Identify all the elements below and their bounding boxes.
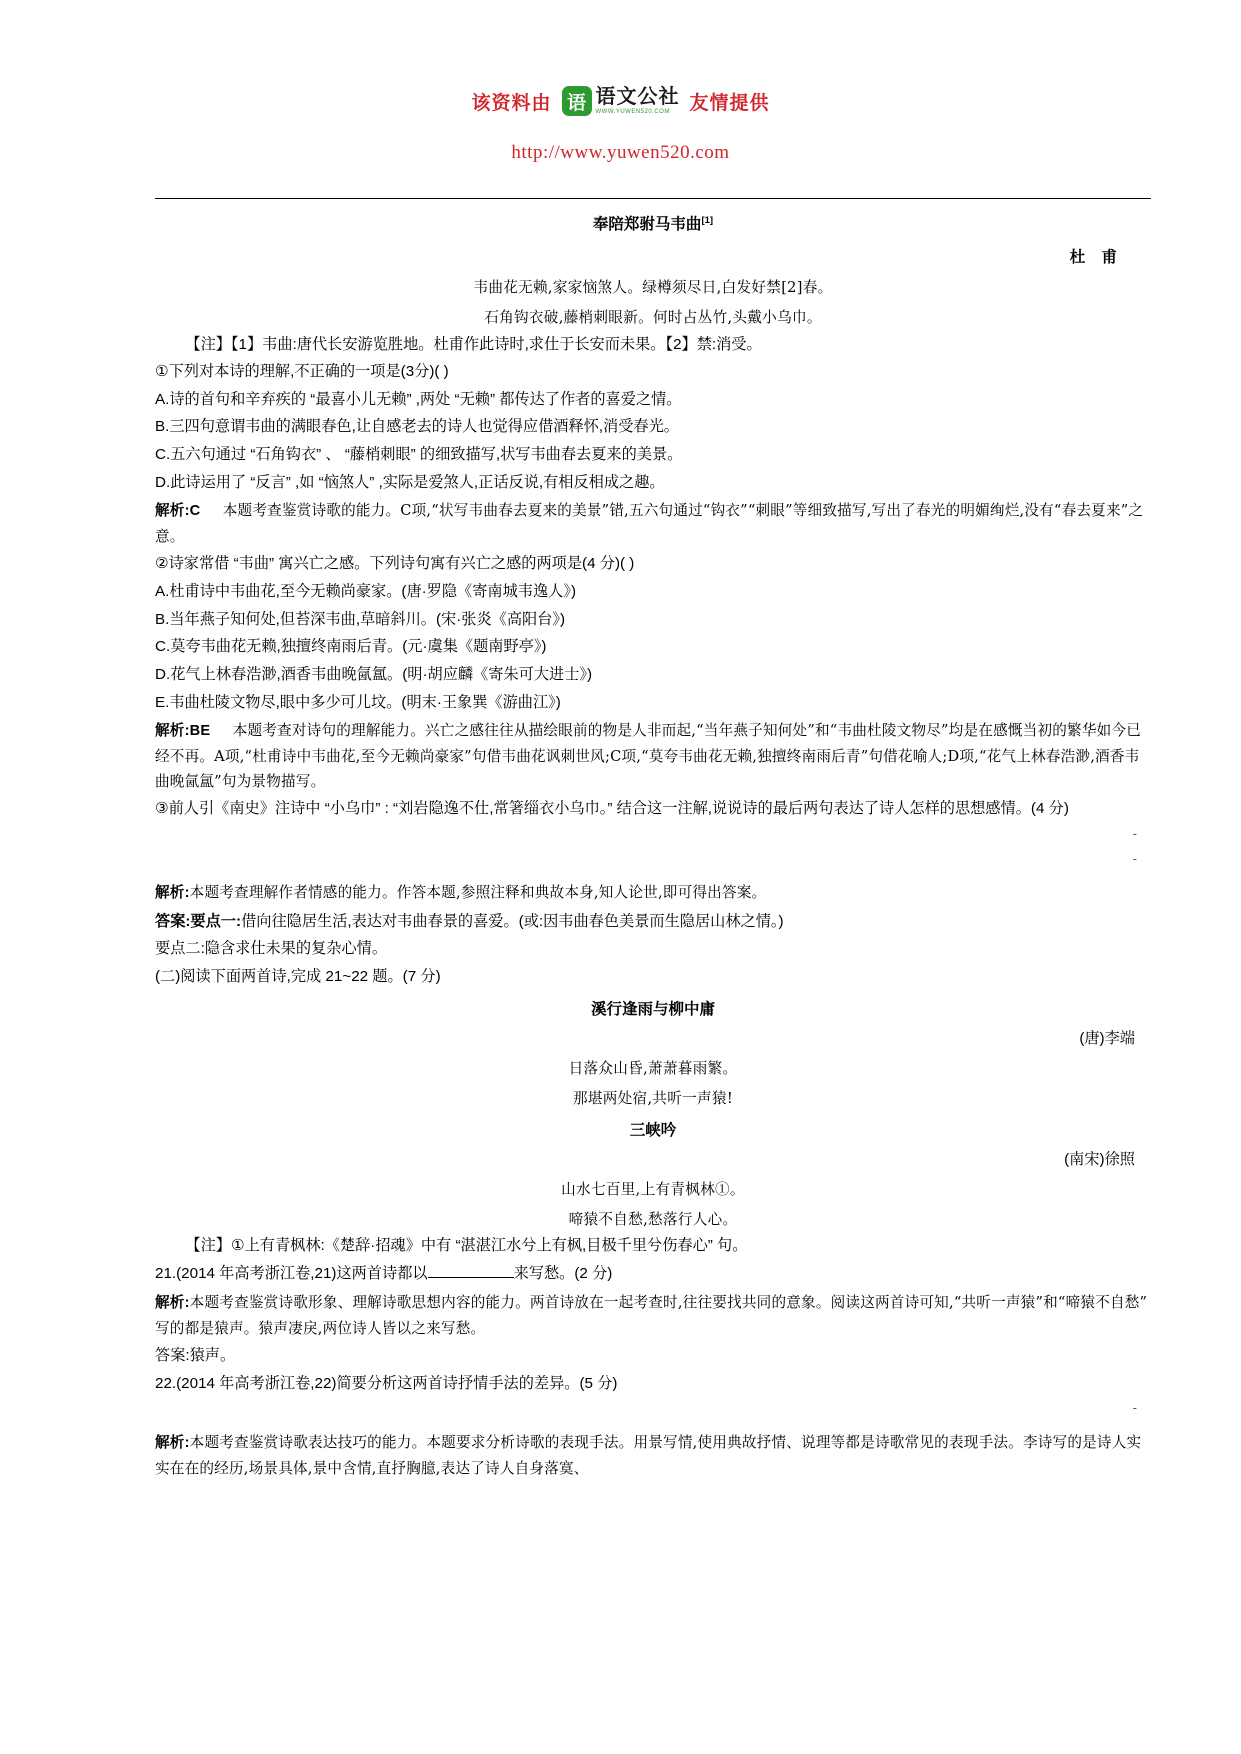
poem3-title: 三峡吟 bbox=[629, 1122, 677, 1140]
q2-analysis bbox=[155, 718, 1151, 794]
q3-analysis-label: 解析: bbox=[155, 885, 190, 902]
q1-analysis-text: 本题考查鉴赏诗歌的能力。C项,“状写韦曲春去夏来的美景”错,五六句通过“钩衣”“刺眼”等细致描写,写出了春光的明媚绚烂,没有“春去夏来”之意。 bbox=[155, 502, 1144, 546]
poem2-line-2: 那堪两处宿,共听一声猿! bbox=[572, 1089, 734, 1107]
q21-analysis-text: 本题考查鉴赏诗歌形象、理解诗歌思想内容的能力。两首诗放在一起考查时,往往要找共同的意象。阅读这两首诗可知,“共听一声猿”和“啼猿不自愁”写的都是猿声。猿声凄戾,两位诗人皆以之来写愁。 bbox=[155, 1293, 1148, 1337]
q1-stem: ①下列对本诗的理解,不正确的一项是(3分)( ) bbox=[155, 363, 449, 381]
poem1-note: 【注】【1】韦曲:唐代长安游览胜地。杜甫作此诗时,求仕于长安而未果。【2】禁:消受。 bbox=[185, 335, 762, 353]
poem3-line-2: 啼猿不自愁,愁落行人心。 bbox=[568, 1210, 738, 1228]
q3-answer-label: 答案:要点一: bbox=[155, 912, 242, 930]
q2-stem: ②诗家常借 “韦曲” 寓兴亡之感。下列诗句寓有兴亡之感的两项是(4 分)( ) bbox=[155, 555, 635, 573]
watermark-banner bbox=[0, 86, 1241, 116]
q21-analysis bbox=[155, 1290, 1151, 1341]
watermark-prefix: 该资料由 bbox=[471, 92, 552, 114]
q2-analysis-label: 解析:BE bbox=[155, 723, 211, 740]
q3-answer-text-1: 借向往隐居生活,表达对韦曲春景的喜爱。(或:因韦曲春色美景而生隐居山林之情。) bbox=[241, 912, 784, 930]
q21-answer-blank[interactable] bbox=[428, 1277, 514, 1278]
q3-answer-point-2: 要点二:隐含求仕未果的复杂心情。 bbox=[155, 940, 388, 958]
q1-analysis-label: 解析:C bbox=[155, 503, 201, 520]
watermark-suffix: 友情提供 bbox=[689, 92, 770, 114]
q3-analysis-text: 本题考查理解作者情感的能力。作答本题,参照注释和典故本身,知人论世,即可得出答案。 bbox=[189, 884, 767, 902]
q3-answer-line-2[interactable]: - bbox=[1132, 850, 1139, 866]
q3-stem: ③前人引《南史》注诗中 “小乌巾” : “刘岩隐逸不仕,常箸缁衣小乌巾。” 结合这一注解,说说诗的最后两句表达了诗人怎样的思想感情。(4 分) bbox=[155, 800, 1069, 818]
q21-stem-after: 来写愁。(2 分) bbox=[513, 1265, 613, 1283]
q3-answer-line-1[interactable]: - bbox=[1132, 826, 1139, 842]
poem1-author: 杜 甫 bbox=[1069, 249, 1123, 267]
poem3-author: (南宋)徐照 bbox=[1064, 1150, 1135, 1168]
poem1-title-footnote-marker: [1] bbox=[701, 214, 714, 226]
poem1-title-text: 奉陪郑驸马韦曲 bbox=[592, 216, 702, 233]
q21-stem-before: 21.(2014 年高考浙江卷,21)这两首诗都以 bbox=[155, 1265, 428, 1283]
q1-option-a: A.诗的首句和辛弃疾的 “最喜小儿无赖” ,两处 “无赖” 都传达了作者的喜爱之情。 bbox=[155, 390, 682, 408]
site-logo bbox=[562, 86, 680, 116]
q2-analysis-text: 本题考查对诗句的理解能力。兴亡之感往往从描绘眼前的物是人非而起,“当年燕子知何处”和“韦曲杜陵文物尽”均是在感慨当初的繁华如今已经不再。A项,“杜甫诗中韦曲花,至今无赖尚豪家”句借韦曲花讽刺世风;C项,“莫夸韦曲花无赖,独擅终南雨后青”句借花喻人;D项,“花气上林春浩渺,酒香韦曲晚氤氲”句为景物描写。 bbox=[155, 722, 1142, 791]
poem1-line-1: 韦曲花无赖,家家恼煞人。绿樽须尽日,白发好禁[2]春。 bbox=[473, 279, 833, 297]
watermark-url: http://www.yuwen520.com bbox=[511, 142, 730, 163]
logo-badge-icon: 语 bbox=[562, 86, 592, 116]
q21-answer: 答案:猿声。 bbox=[155, 1346, 236, 1364]
q1-option-d: D.此诗运用了 “反言” ,如 “恼煞人” ,实际是爱煞人,正话反说,有相反相成之趣。 bbox=[155, 473, 665, 491]
q22-analysis-label: 解析: bbox=[155, 1434, 190, 1451]
q1-option-b: B.三四句意谓韦曲的满眼春色,让自感老去的诗人也觉得应借酒释怀,消受春光。 bbox=[155, 418, 679, 436]
q2-option-d: D.花气上林春浩渺,酒香韦曲晚氤氲。(明·胡应麟《寄朱可大进士》) bbox=[155, 665, 593, 683]
q22-analysis bbox=[155, 1430, 1151, 1481]
section2-note: 【注】①上有青枫林:《楚辞·招魂》中有 “湛湛江水兮上有枫,目极千里兮伤春心” 句。 bbox=[185, 1237, 748, 1255]
q2-option-e: E.韦曲杜陵文物尽,眼中多少可儿坟。(明末·王象巽《游曲江》) bbox=[155, 693, 561, 711]
q21-stem bbox=[155, 1262, 1151, 1287]
q22-stem: 22.(2014 年高考浙江卷,22)简要分析这两首诗抒情手法的差异。(5 分) bbox=[155, 1374, 618, 1392]
poem3-line-1: 山水七百里,上有青枫林①。 bbox=[561, 1181, 745, 1199]
q21-analysis-label: 解析: bbox=[155, 1294, 190, 1311]
q3-answer-point-1 bbox=[155, 910, 1151, 935]
q1-option-c: C.五六句通过 “石角钩衣” 、 “藤梢刺眼” 的细致描写,状写韦曲春去夏来的美景。 bbox=[155, 446, 683, 463]
section2-intro: (二)阅读下面两首诗,完成 21~22 题。(7 分) bbox=[155, 967, 441, 985]
poem2-title: 溪行逢雨与柳中庸 bbox=[590, 1001, 715, 1019]
header-divider bbox=[155, 198, 1151, 199]
poem1-line-2: 石角钩衣破,藤梢刺眼新。何时占丛竹,头戴小乌巾。 bbox=[484, 308, 822, 326]
q2-option-b: B.当年燕子知何处,但苔深韦曲,草暗斜川。(宋·张炎《高阳台》) bbox=[155, 610, 566, 628]
q22-answer-line-1[interactable]: - bbox=[1132, 1400, 1139, 1416]
q3-analysis bbox=[155, 880, 1151, 906]
q2-option-a: A.杜甫诗中韦曲花,至今无赖尚豪家。(唐·罗隐《寄南城韦逸人》) bbox=[155, 583, 577, 601]
q22-analysis-text: 本题考查鉴赏诗歌表达技巧的能力。本题要求分析诗歌的表现手法。用景写情,使用典故抒情、说理等都是诗歌常见的表现手法。李诗写的是诗人实实在在的经历,场景具体,景中含情,直抒胸臆,表达了诗人自身落寞、 bbox=[155, 1433, 1142, 1477]
logo-sub-text: WWW.YUWEN520.COM bbox=[595, 109, 670, 115]
poem1-title bbox=[155, 212, 1151, 237]
logo-main-text: 语文公社 bbox=[595, 86, 680, 108]
poem2-line-1: 日落众山昏,萧萧暮雨繁。 bbox=[568, 1060, 738, 1078]
q2-option-c: C.莫夸韦曲花无赖,独擅终南雨后青。(元·虞集《题南野亭》) bbox=[155, 638, 547, 656]
q1-analysis bbox=[155, 498, 1151, 549]
poem2-author: (唐)李端 bbox=[1079, 1029, 1135, 1047]
document-body bbox=[155, 208, 1151, 1481]
